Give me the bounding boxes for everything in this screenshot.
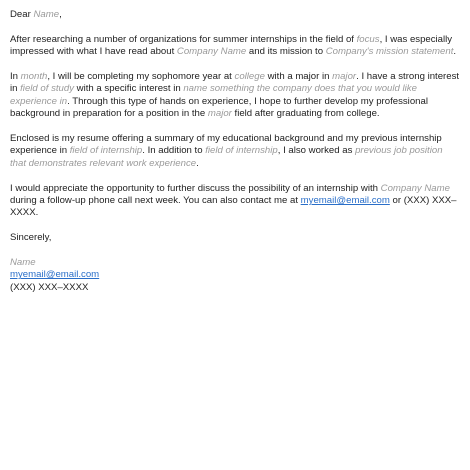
signature-email-link[interactable]: myemail@email.com: [10, 269, 100, 281]
signature-phone: (XXX) XXX–XXXX: [10, 281, 89, 293]
text-segment: and its mission to: [246, 46, 326, 58]
text-segment: Enclosed is my resume offering a summary of my educational background and my previous internship experience in: [10, 133, 442, 157]
text-segment: . In addition to: [142, 145, 206, 157]
placeholder-major: major: [207, 108, 232, 120]
placeholder-company-name: Company Name: [176, 46, 247, 58]
placeholder-major: major: [332, 71, 357, 82]
text-segment: , I will be completing my sophomore year at: [47, 71, 235, 82]
signature-name: Name: [10, 257, 36, 269]
text-segment: field after graduating from college.: [231, 108, 380, 120]
greeting-dear: Dear: [10, 9, 34, 20]
placeholder-college: college: [234, 71, 265, 82]
placeholder-field-of-internship: field of internship: [69, 145, 143, 157]
text-segment: , I was especially impressed with what I have read about: [10, 33, 453, 58]
paragraph-intro: [10, 34, 460, 59]
greeting-comma: ,: [59, 9, 62, 20]
greeting: [10, 9, 460, 21]
text-segment: with a specific interest in: [74, 83, 184, 95]
placeholder-name: Name: [33, 9, 60, 20]
placeholder-month: month: [20, 71, 48, 82]
placeholder-previous-job: previous job position that demonstrates relevant work experience: [10, 145, 443, 169]
email-link[interactable]: myemail@email.com: [300, 195, 390, 207]
text-segment: I would appreciate the opportunity to further discuss the possibility of an internship with: [10, 182, 381, 194]
text-segment: , I also worked as: [277, 145, 356, 157]
text-segment: or (XXX) XXX–XXXX.: [10, 195, 457, 219]
text-segment: .: [453, 46, 457, 58]
placeholder-company-name: Company Name: [380, 182, 450, 194]
placeholder-field-of-internship: field of internship: [205, 145, 278, 157]
paragraph-experience: [10, 133, 460, 170]
text-segment: .: [196, 157, 199, 169]
text-segment: . I have a strong interest in: [10, 71, 460, 95]
text-segment: with a major in: [264, 71, 333, 82]
text-segment: In: [10, 71, 21, 82]
placeholder-mission-statement: Company's mission statement: [325, 46, 454, 58]
text-segment: during a follow-up phone call next week. You can also contact me at: [10, 195, 301, 207]
signature-block: [10, 257, 460, 294]
text-segment: . Through this type of hands on experience, I hope to further develop my professional background in preparation for a position in the: [10, 95, 428, 120]
closing: Sincerely,: [10, 232, 52, 244]
paragraph-followup: [10, 183, 460, 220]
placeholder-interest: name something the company does that you would like experience in: [10, 83, 417, 107]
placeholder-field-of-study: field of study: [20, 83, 75, 95]
text-segment: After researching a number of organizations for summer internships in the field of: [10, 33, 357, 45]
paragraph-background: [10, 71, 460, 121]
placeholder-focus: focus: [356, 33, 380, 45]
